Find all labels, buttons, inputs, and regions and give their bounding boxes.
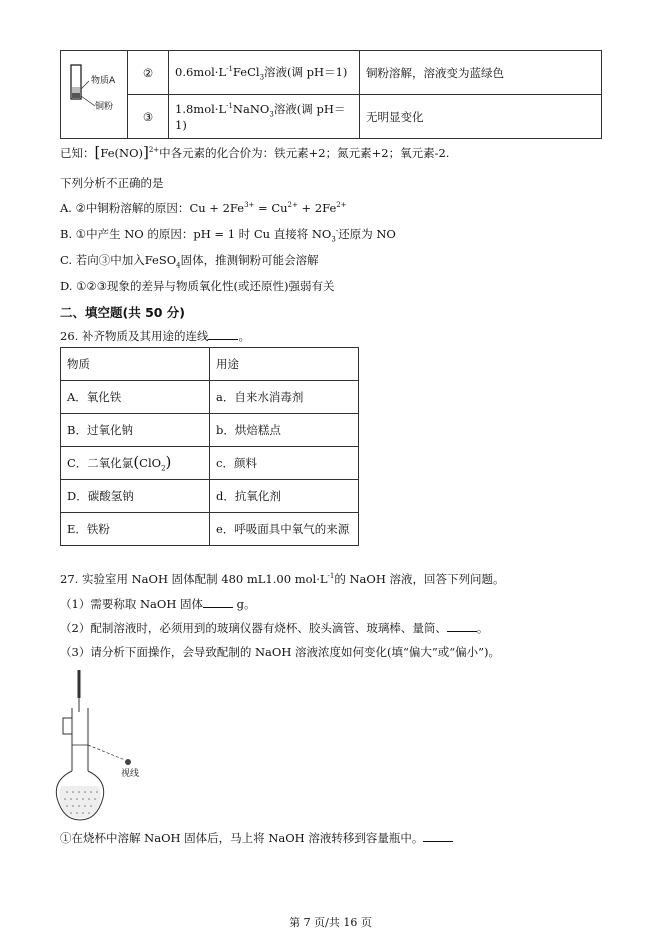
q27-stem-post: 的 NaOH 溶液，回答下列问题。 — [334, 572, 505, 586]
paren-left: ( — [133, 453, 140, 472]
q27-stem — [60, 571, 505, 587]
option-a-mid: = Cu — [254, 201, 288, 215]
test-tube-diagram — [61, 51, 127, 135]
option-a-sup2: 2+ — [287, 201, 298, 210]
substance-cell — [61, 447, 210, 480]
usage-cell: e．呼吸面具中氧气的来源 — [210, 513, 359, 546]
option-a-mid2: + 2Fe — [297, 201, 337, 215]
table-row — [61, 95, 602, 139]
result-cell: 铜粉溶解，溶液变为蓝绿色 — [360, 51, 602, 95]
usage-cell: d．抗氧化剂 — [210, 480, 359, 513]
substance-cell: B．过氧化钠 — [61, 414, 210, 447]
option-a-text: A. ②中铜粉溶解的原因： — [60, 201, 190, 215]
substance-name: C．二氧化氯 — [67, 456, 134, 471]
table-row — [61, 51, 602, 95]
answer-blank — [208, 329, 238, 340]
reagent-conc: 0.6mol·L — [175, 64, 227, 79]
q26-stem-post: 。 — [238, 329, 250, 343]
q27-part1-text: （1）需要称取 NaOH 固体 — [60, 597, 204, 611]
bracket-left: [ — [94, 143, 101, 161]
substance-cell: E．铁粉 — [61, 513, 210, 546]
q27-part1-post: 。 — [244, 597, 256, 611]
reagent-cell — [169, 95, 360, 139]
q27-part3: （3）请分析下面操作，会导致配制的 NaOH 溶液浓度如何变化(填“偏大”或“偏小”)。 — [60, 645, 500, 659]
table-header — [61, 348, 359, 381]
header-substance: 物质 — [61, 348, 210, 381]
option-b-sup: - — [335, 227, 339, 236]
q27-stem-sup: -1 — [327, 572, 335, 581]
volumetric-flask-diagram — [55, 668, 175, 823]
header-usage: 用途 — [210, 348, 359, 381]
table-row — [61, 414, 359, 447]
option-a — [60, 200, 347, 216]
reagent-sub: 3 — [269, 110, 274, 119]
option-b — [60, 226, 396, 243]
bracket-right: ] — [142, 143, 149, 161]
known-line — [60, 143, 449, 161]
page-footer: 第 7 页/共 16 页 — [289, 916, 372, 929]
reagent-cell — [169, 51, 360, 95]
substance-cell: A．氧化铁 — [61, 381, 210, 414]
q27-part2 — [60, 620, 488, 636]
option-a-sup3: 2+ — [336, 201, 347, 210]
substance-cell: D．碳酸氢钠 — [61, 480, 210, 513]
section-title: 二、填空题(共 50 分) — [60, 305, 186, 320]
answer-blank — [423, 831, 453, 842]
row-num: ② — [128, 51, 169, 95]
answer-blank — [447, 621, 477, 632]
option-b-tail: 还原为 NO — [338, 227, 396, 241]
q27-part2-post: 。 — [476, 621, 489, 635]
result-cell: 无明显变化 — [360, 95, 602, 139]
reagent-sup: -1 — [226, 65, 233, 74]
known-ion: Fe(NO) — [100, 146, 143, 160]
reagent-conc: 1.8mol·L — [175, 101, 227, 116]
reagent-formula: FeCl — [232, 64, 260, 79]
paren-right: ) — [165, 453, 172, 472]
reagent-tail: 溶液(调 pH＝1) — [175, 101, 346, 133]
known-suffix: 中各元素的化合价为：铁元素+2；氮元素+2；氧元素-2. — [159, 146, 450, 160]
usage-cell: c．颜料 — [210, 447, 359, 480]
table-row — [61, 513, 359, 546]
usage-cell: b．烘焙糕点 — [210, 414, 359, 447]
option-c-sub: 4 — [176, 261, 181, 270]
table-row — [61, 447, 359, 480]
option-c-tail: 固体，推测铜粉可能会溶解 — [180, 253, 319, 267]
known-ion-charge: 2+ — [148, 146, 160, 155]
sight-line-label: 视线 — [121, 769, 140, 779]
row-num: ③ — [128, 95, 169, 139]
reagent-formula: NaNO — [232, 101, 270, 116]
option-c-text: C. 若向③中加入 — [60, 253, 145, 267]
q27-item1-text: ①在烧杯中溶解 NaOH 固体后，马上将 NaOH 溶液转移到容量瓶中。 — [60, 831, 424, 845]
table-row — [61, 381, 359, 414]
option-b-sub: 3 — [331, 235, 336, 244]
q26-stem-text: 26. 补齐物质及其用途的连线 — [60, 329, 209, 343]
question-text: 下列分析不正确的是 — [60, 176, 164, 190]
substance-formula: ClO — [139, 456, 162, 471]
usage-table — [60, 347, 359, 546]
option-a-sup1: 3+ — [244, 201, 255, 210]
reagent-sup: -1 — [226, 102, 233, 111]
table-row — [61, 480, 359, 513]
q26-stem — [60, 328, 250, 344]
q27-part1-unit: g — [236, 597, 245, 611]
experiment-table — [60, 50, 602, 139]
q27-item1 — [60, 830, 453, 846]
usage-cell: a．自来水消毒剂 — [210, 381, 359, 414]
label-copper: 铜粉 — [95, 102, 114, 112]
option-d: D. ①②③现象的差异与物质氧化性(或还原性)强弱有关 — [60, 279, 335, 293]
q27-stem-text: 27. 实验室用 NaOH 固体配制 480 mL1.00 mol·L — [60, 572, 328, 586]
reagent-tail: 溶液(调 pH＝1) — [264, 64, 348, 79]
option-c — [60, 252, 319, 269]
q27-part2-text: （2）配制溶液时，必须用到的玻璃仪器有烧杯、胶头滴管、玻璃棒、量筒、 — [60, 621, 447, 635]
label-substance-a: 物质A — [91, 76, 116, 86]
option-b-mid: pH = 1 时 Cu 直接将 NO — [193, 227, 332, 241]
answer-blank — [203, 597, 233, 608]
q27-part1 — [60, 596, 256, 612]
reagent-sub: 3 — [259, 73, 265, 82]
known-prefix: 已知： — [60, 146, 95, 160]
option-a-eq: Cu + 2Fe — [189, 201, 245, 215]
option-b-text: B. ①中产生 NO 的原因： — [60, 227, 194, 241]
option-c-formula: FeSO — [144, 253, 177, 267]
apparatus-cell — [61, 51, 128, 139]
substance-formula-sub: 2 — [161, 464, 166, 473]
